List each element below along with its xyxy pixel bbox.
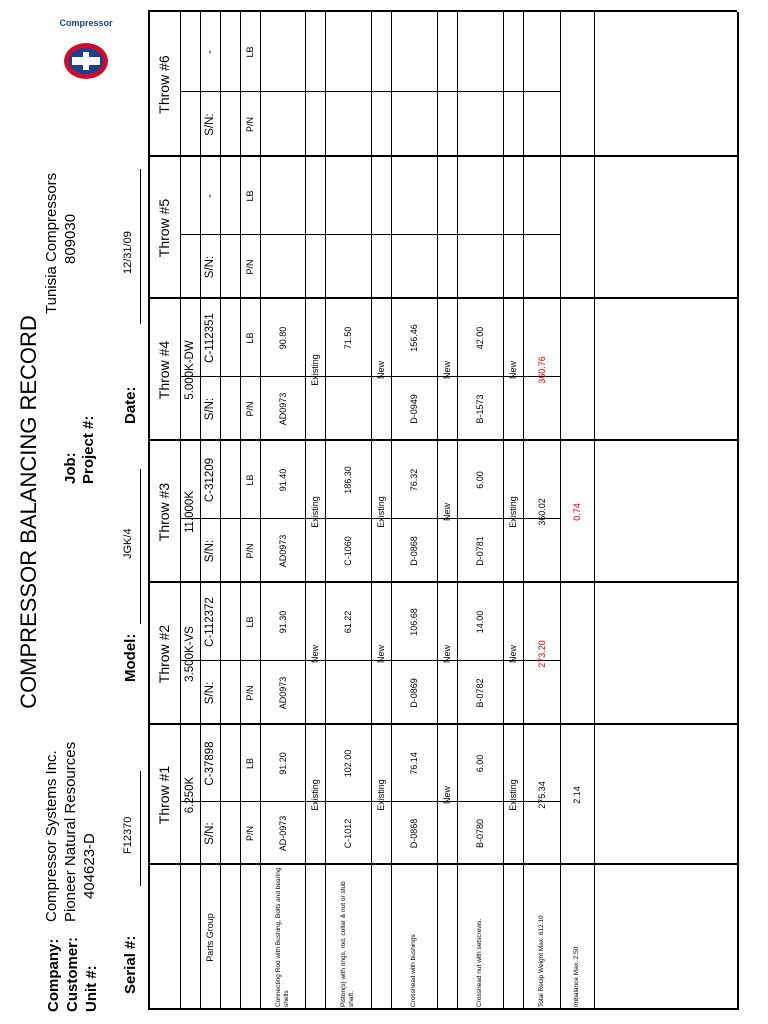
row-label-nut: Crosshead nut with setscrews.: [476, 918, 484, 1007]
pn-cell: AD-0973: [277, 815, 288, 852]
pn-cell: AD0973: [277, 392, 288, 426]
model-value: JGK/4: [122, 528, 134, 559]
pn-cell: B-0782: [475, 678, 485, 708]
lb-cell: 90.80: [277, 326, 288, 350]
status-cell: New: [442, 361, 452, 380]
col-lb: LB: [245, 190, 255, 202]
customer-value: Pioneer Natural Resources: [62, 741, 79, 922]
lb-cell: 42.00: [475, 326, 485, 350]
pn-cell: D-0868: [409, 818, 419, 849]
lb-cell: 91.20: [277, 752, 288, 775]
lb-cell: 91.40: [277, 468, 288, 492]
lb-cell: 71.50: [343, 326, 353, 350]
col-pn: P/N: [245, 259, 255, 275]
status-cell: Existing: [376, 496, 386, 528]
status-cell: New: [376, 645, 386, 664]
status-cell: Existing: [376, 779, 386, 811]
job-value: Tunisia Compressors: [43, 172, 60, 314]
throw-header: Throw #3: [156, 482, 172, 542]
pn-cell: B-1573: [475, 394, 485, 424]
col-pn: P/N: [245, 685, 255, 701]
status-cell: New: [442, 645, 452, 664]
col-pn: P/N: [245, 401, 255, 417]
sn-label: S/N:: [204, 681, 216, 705]
logo-lettering: Compressor: [59, 18, 113, 28]
pn-cell: C-1012: [343, 818, 353, 849]
imbalance-value: [560, 299, 594, 441]
status-cell: New: [310, 645, 320, 664]
sn-label: S/N:: [204, 822, 216, 845]
customer-label: Customer:: [64, 936, 81, 1012]
status-cell: Existing: [508, 496, 518, 528]
serial-value: F12370: [122, 816, 134, 854]
status-cell: New: [508, 645, 518, 664]
col-pn: P/N: [245, 543, 255, 559]
project-value: 809030: [62, 213, 79, 264]
total-weight: 360.76: [536, 356, 547, 384]
parts-group-label: Parts Group: [205, 913, 215, 962]
lb-cell: 186.30: [343, 466, 353, 494]
throw-header: Throw #4: [156, 340, 172, 400]
sn-label: S/N:: [204, 397, 216, 421]
company-label: Company:: [45, 938, 62, 1012]
status-cell: New: [376, 361, 386, 380]
pn-cell: D-0868: [409, 536, 419, 566]
lb-cell: 76.14: [409, 752, 419, 775]
throw-header: Throw #2: [156, 624, 172, 684]
col-pn: P/N: [245, 826, 255, 842]
company-logo: [50, 14, 125, 84]
throw-header: Throw #1: [156, 765, 172, 825]
lb-cell: 102.00: [343, 749, 353, 778]
lb-cell: 14.00: [475, 610, 485, 634]
sn-value: C-37898: [204, 741, 216, 786]
row-label-crosshead: Crosshead with bushings: [410, 934, 418, 1007]
lb-cell: 156.46: [409, 324, 419, 352]
status-cell: New: [442, 503, 452, 522]
total-weight: 275.34: [536, 781, 547, 809]
col-lb: LB: [245, 332, 255, 344]
imbalance-value: [560, 583, 594, 725]
lb-cell: 6.00: [475, 754, 485, 773]
pn-cell: AD0973: [277, 676, 288, 710]
pn-cell: D-0949: [409, 394, 419, 424]
col-lb: LB: [245, 758, 255, 770]
pn-cell: [325, 377, 371, 441]
sn-label: S/N:: [204, 539, 216, 563]
lb-cell: 61.22: [343, 610, 353, 634]
sn-value: -: [204, 194, 216, 198]
total-weight: 360.02: [536, 498, 547, 526]
model-label: Model:: [122, 633, 139, 682]
pn-cell: B-0780: [475, 818, 485, 849]
lb-cell: 76.32: [409, 468, 419, 492]
col-lb: LB: [245, 616, 255, 628]
pn-cell: D-0869: [409, 678, 419, 708]
sn-value: C-112372: [204, 597, 216, 647]
row-label-total: Total Recip Weight Max: 612.10: [537, 915, 545, 1007]
unit-label: Unit #:: [83, 965, 100, 1012]
lb-cell: 91.30: [277, 610, 288, 634]
pn-cell: D-0781: [475, 536, 485, 566]
status-cell: Existing: [310, 354, 320, 386]
row-label-imbalance: Imbalance Max: 2.50: [573, 946, 581, 1007]
lb-cell: 6.00: [475, 471, 485, 489]
project-label: Project #:: [80, 415, 97, 484]
lb-cell: 106.68: [409, 608, 419, 636]
status-cell: New: [442, 786, 452, 805]
throw-size: [180, 12, 200, 157]
throw-size: 6.250K: [184, 776, 196, 814]
pn-cell: C-1060: [343, 536, 353, 566]
date-label: Date:: [122, 386, 139, 424]
sn-value: -: [204, 50, 216, 54]
imbalance-value: 2.14: [572, 786, 582, 804]
sn-value: C-31209: [204, 457, 216, 503]
pn-cell: [325, 661, 371, 725]
imbalance-value: 0.74: [572, 503, 582, 521]
pn-cell: AD0973: [277, 534, 288, 568]
sn-label: S/N:: [204, 113, 216, 136]
serial-label: Serial #:: [122, 935, 139, 994]
status-cell: Existing: [508, 779, 518, 811]
throw-header: Throw #6: [156, 55, 172, 114]
page-title: COMPRESSOR BALANCING RECORD: [16, 315, 41, 709]
status-cell: Existing: [310, 779, 320, 811]
sn-label: S/N:: [204, 255, 216, 279]
col-pn: P/N: [245, 117, 255, 133]
date-value: 12/31/09: [122, 231, 134, 274]
job-label: Job:: [62, 452, 79, 484]
status-cell: Existing: [310, 496, 320, 528]
col-lb: LB: [245, 46, 255, 58]
company-value: Compressor Systems Inc.: [43, 750, 60, 922]
throw-header: Throw #5: [156, 198, 172, 258]
unit-value: 404623-D: [81, 833, 98, 899]
row-label-rod: Connecting Rod with Bushing, Bolts and bearing shells: [274, 867, 290, 1007]
row-label-piston: Piston(s) with rings, rod, collar & nut or stub shaft.: [340, 881, 355, 1007]
status-cell: New: [508, 361, 518, 380]
throw-size: 3.500K-VS: [184, 626, 196, 682]
throw-size: 5.000K-DW: [184, 340, 196, 400]
throw-size: 11.000K: [184, 491, 196, 533]
sn-value: C-112351: [204, 313, 216, 363]
throw-size: [180, 157, 200, 299]
col-lb: LB: [245, 474, 255, 486]
total-weight: 273.20: [536, 640, 547, 668]
